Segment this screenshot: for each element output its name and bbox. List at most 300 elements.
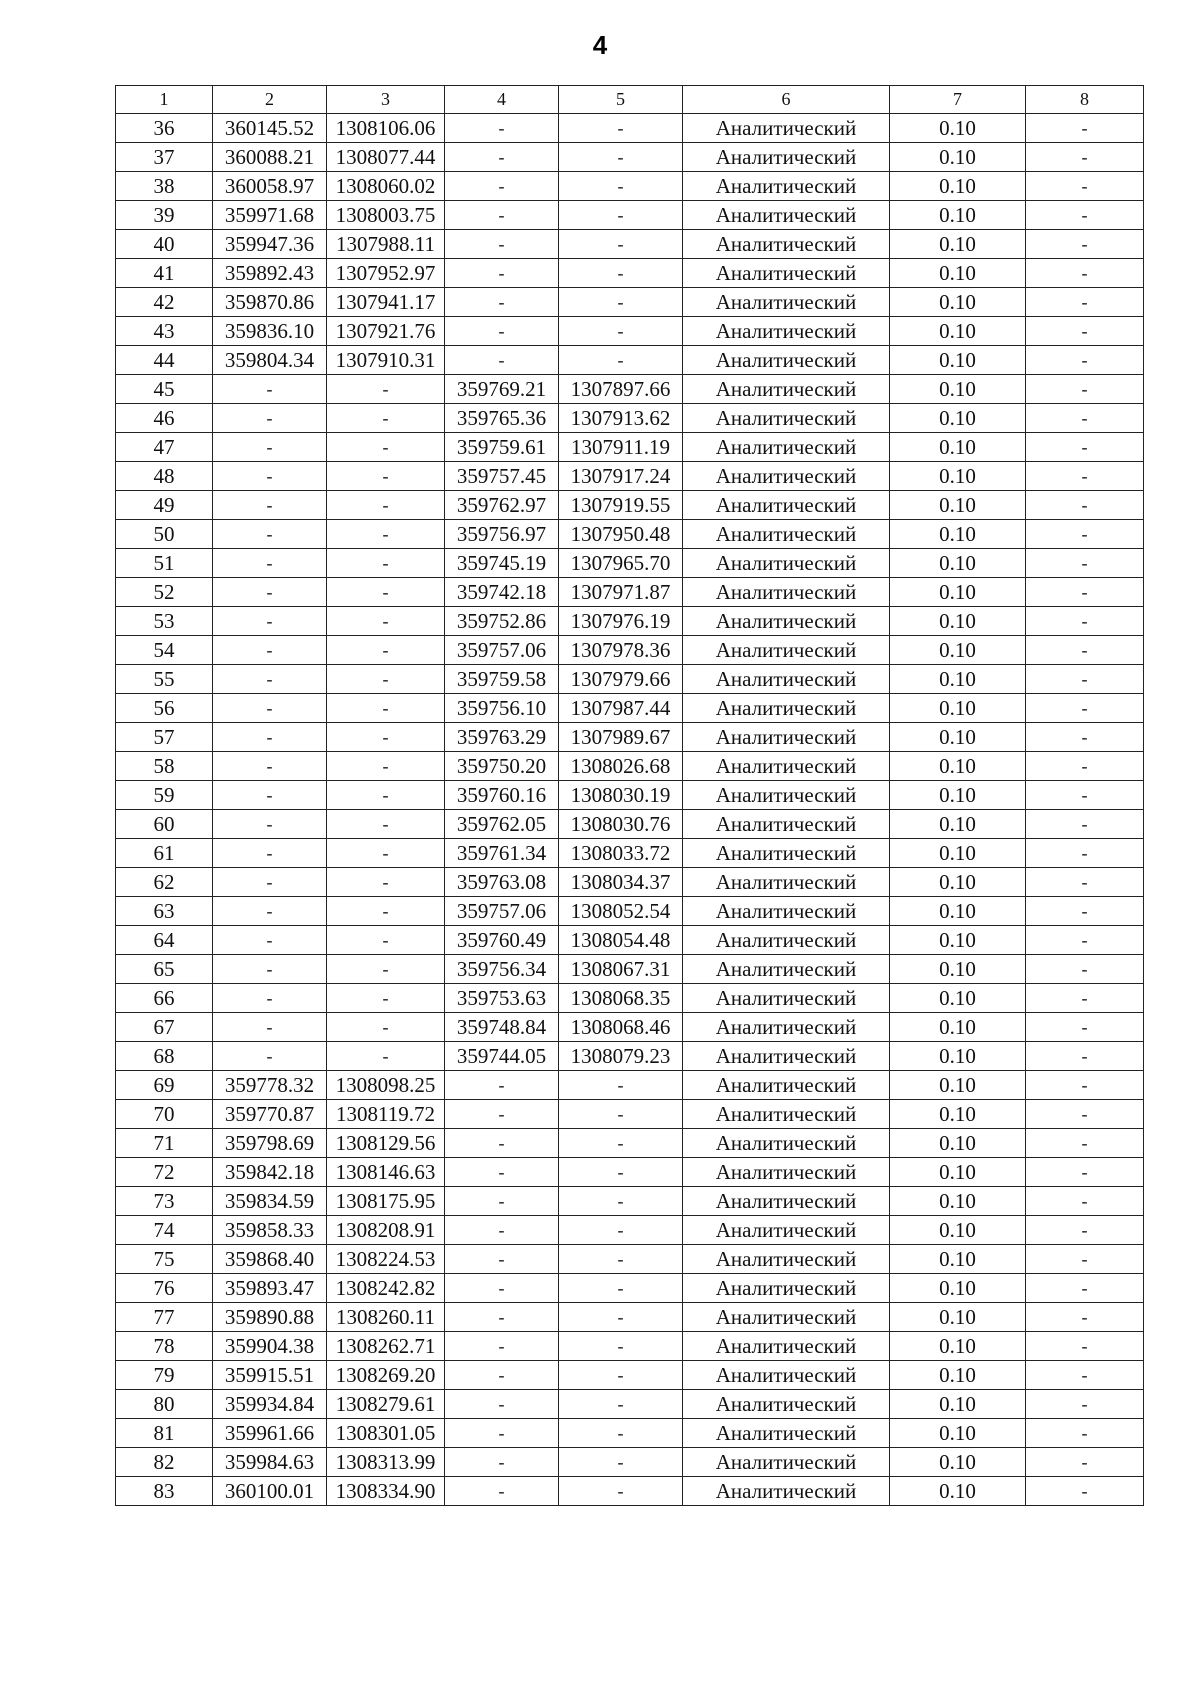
- point-number-cell: 56: [116, 694, 213, 723]
- coordinates-table: [115, 85, 1144, 1506]
- table-row: [116, 694, 1144, 723]
- point-number-cell: 47: [116, 433, 213, 462]
- table-row: [116, 114, 1144, 143]
- point-number-cell: 43: [116, 317, 213, 346]
- table-row: [116, 317, 1144, 346]
- y-coordinate-cell: 1308334.90: [327, 1477, 445, 1506]
- y-new-cell: 1308033.72: [559, 839, 683, 868]
- method-cell: Аналитический: [683, 1477, 890, 1506]
- note-cell: -: [1026, 549, 1144, 578]
- y-coordinate-cell: 1308060.02: [327, 172, 445, 201]
- y-coordinate-cell: -: [327, 723, 445, 752]
- y-coordinate-cell: -: [327, 549, 445, 578]
- point-number-cell: 38: [116, 172, 213, 201]
- accuracy-cell: 0.10: [890, 1187, 1026, 1216]
- y-coordinate-cell: 1307952.97: [327, 259, 445, 288]
- note-cell: -: [1026, 317, 1144, 346]
- note-cell: -: [1026, 1448, 1144, 1477]
- table-row: [116, 1303, 1144, 1332]
- note-cell: -: [1026, 1245, 1144, 1274]
- table-row: [116, 1071, 1144, 1100]
- y-coordinate-cell: 1308077.44: [327, 143, 445, 172]
- table-row: [116, 1332, 1144, 1361]
- note-cell: -: [1026, 1129, 1144, 1158]
- x-coordinate-cell: 359947.36: [213, 230, 327, 259]
- y-new-cell: 1307971.87: [559, 578, 683, 607]
- y-coordinate-cell: -: [327, 404, 445, 433]
- point-number-cell: 41: [116, 259, 213, 288]
- table-row: [116, 955, 1144, 984]
- table-row: [116, 723, 1144, 752]
- table-row: [116, 462, 1144, 491]
- x-new-cell: 359763.29: [445, 723, 559, 752]
- y-new-cell: -: [559, 1100, 683, 1129]
- table-row: [116, 1245, 1144, 1274]
- y-coordinate-cell: -: [327, 926, 445, 955]
- x-coordinate-cell: 359934.84: [213, 1390, 327, 1419]
- accuracy-cell: 0.10: [890, 665, 1026, 694]
- y-new-cell: 1307965.70: [559, 549, 683, 578]
- point-number-cell: 78: [116, 1332, 213, 1361]
- y-new-cell: -: [559, 1274, 683, 1303]
- y-new-cell: -: [559, 288, 683, 317]
- method-cell: Аналитический: [683, 1071, 890, 1100]
- x-coordinate-cell: -: [213, 752, 327, 781]
- accuracy-cell: 0.10: [890, 433, 1026, 462]
- note-cell: -: [1026, 288, 1144, 317]
- table-row: [116, 665, 1144, 694]
- column-header: 6: [683, 86, 890, 114]
- y-coordinate-cell: -: [327, 781, 445, 810]
- x-coordinate-cell: -: [213, 897, 327, 926]
- method-cell: Аналитический: [683, 1216, 890, 1245]
- note-cell: -: [1026, 926, 1144, 955]
- table-row: [116, 1013, 1144, 1042]
- accuracy-cell: 0.10: [890, 955, 1026, 984]
- x-coordinate-cell: -: [213, 955, 327, 984]
- accuracy-cell: 0.10: [890, 1245, 1026, 1274]
- x-new-cell: 359750.20: [445, 752, 559, 781]
- point-number-cell: 42: [116, 288, 213, 317]
- point-number-cell: 39: [116, 201, 213, 230]
- y-coordinate-cell: 1308260.11: [327, 1303, 445, 1332]
- y-new-cell: -: [559, 1361, 683, 1390]
- accuracy-cell: 0.10: [890, 723, 1026, 752]
- accuracy-cell: 0.10: [890, 1071, 1026, 1100]
- accuracy-cell: 0.10: [890, 201, 1026, 230]
- point-number-cell: 40: [116, 230, 213, 259]
- y-coordinate-cell: 1308129.56: [327, 1129, 445, 1158]
- table-row: [116, 1216, 1144, 1245]
- y-new-cell: -: [559, 1129, 683, 1158]
- column-header: 8: [1026, 86, 1144, 114]
- y-new-cell: 1307917.24: [559, 462, 683, 491]
- x-coordinate-cell: 359971.68: [213, 201, 327, 230]
- x-new-cell: 359757.45: [445, 462, 559, 491]
- column-header: 4: [445, 86, 559, 114]
- y-new-cell: 1307950.48: [559, 520, 683, 549]
- x-coordinate-cell: 359836.10: [213, 317, 327, 346]
- point-number-cell: 53: [116, 607, 213, 636]
- x-new-cell: -: [445, 1419, 559, 1448]
- note-cell: -: [1026, 1042, 1144, 1071]
- x-coordinate-cell: -: [213, 375, 327, 404]
- x-new-cell: 359753.63: [445, 984, 559, 1013]
- note-cell: -: [1026, 1187, 1144, 1216]
- accuracy-cell: 0.10: [890, 288, 1026, 317]
- accuracy-cell: 0.10: [890, 1477, 1026, 1506]
- note-cell: -: [1026, 433, 1144, 462]
- y-coordinate-cell: 1308224.53: [327, 1245, 445, 1274]
- table-row: [116, 1448, 1144, 1477]
- note-cell: -: [1026, 1303, 1144, 1332]
- y-coordinate-cell: -: [327, 491, 445, 520]
- method-cell: Аналитический: [683, 868, 890, 897]
- x-coordinate-cell: 359770.87: [213, 1100, 327, 1129]
- point-number-cell: 46: [116, 404, 213, 433]
- note-cell: -: [1026, 143, 1144, 172]
- point-number-cell: 71: [116, 1129, 213, 1158]
- x-coordinate-cell: -: [213, 549, 327, 578]
- accuracy-cell: 0.10: [890, 868, 1026, 897]
- y-new-cell: -: [559, 1245, 683, 1274]
- point-number-cell: 52: [116, 578, 213, 607]
- x-new-cell: 359762.05: [445, 810, 559, 839]
- x-coordinate-cell: 360058.97: [213, 172, 327, 201]
- note-cell: -: [1026, 810, 1144, 839]
- point-number-cell: 81: [116, 1419, 213, 1448]
- point-number-cell: 50: [116, 520, 213, 549]
- y-coordinate-cell: 1308269.20: [327, 1361, 445, 1390]
- table-row: [116, 752, 1144, 781]
- y-new-cell: 1307913.62: [559, 404, 683, 433]
- table-row: [116, 143, 1144, 172]
- x-coordinate-cell: -: [213, 694, 327, 723]
- note-cell: -: [1026, 1100, 1144, 1129]
- point-number-cell: 73: [116, 1187, 213, 1216]
- point-number-cell: 59: [116, 781, 213, 810]
- y-new-cell: -: [559, 143, 683, 172]
- note-cell: -: [1026, 578, 1144, 607]
- method-cell: Аналитический: [683, 694, 890, 723]
- point-number-cell: 64: [116, 926, 213, 955]
- method-cell: Аналитический: [683, 346, 890, 375]
- method-cell: Аналитический: [683, 1361, 890, 1390]
- x-coordinate-cell: -: [213, 607, 327, 636]
- point-number-cell: 45: [116, 375, 213, 404]
- accuracy-cell: 0.10: [890, 462, 1026, 491]
- y-coordinate-cell: 1308279.61: [327, 1390, 445, 1419]
- point-number-cell: 54: [116, 636, 213, 665]
- y-new-cell: 1308030.76: [559, 810, 683, 839]
- y-new-cell: -: [559, 1303, 683, 1332]
- accuracy-cell: 0.10: [890, 520, 1026, 549]
- y-new-cell: -: [559, 1332, 683, 1361]
- table-row: [116, 578, 1144, 607]
- y-coordinate-cell: -: [327, 868, 445, 897]
- y-new-cell: -: [559, 1448, 683, 1477]
- x-new-cell: 359759.58: [445, 665, 559, 694]
- y-new-cell: -: [559, 1187, 683, 1216]
- x-new-cell: -: [445, 1245, 559, 1274]
- method-cell: Аналитический: [683, 926, 890, 955]
- x-coordinate-cell: -: [213, 636, 327, 665]
- y-new-cell: 1307911.19: [559, 433, 683, 462]
- table-row: [116, 1274, 1144, 1303]
- table-row: [116, 491, 1144, 520]
- note-cell: -: [1026, 172, 1144, 201]
- x-new-cell: -: [445, 259, 559, 288]
- method-cell: Аналитический: [683, 1129, 890, 1158]
- y-new-cell: -: [559, 1477, 683, 1506]
- accuracy-cell: 0.10: [890, 1303, 1026, 1332]
- method-cell: Аналитический: [683, 781, 890, 810]
- y-coordinate-cell: -: [327, 665, 445, 694]
- table-row: [116, 201, 1144, 230]
- x-new-cell: 359759.61: [445, 433, 559, 462]
- x-new-cell: 359761.34: [445, 839, 559, 868]
- table-row: [116, 1042, 1144, 1071]
- y-coordinate-cell: -: [327, 1042, 445, 1071]
- method-cell: Аналитический: [683, 810, 890, 839]
- accuracy-cell: 0.10: [890, 607, 1026, 636]
- y-new-cell: 1308067.31: [559, 955, 683, 984]
- accuracy-cell: 0.10: [890, 230, 1026, 259]
- y-new-cell: 1307987.44: [559, 694, 683, 723]
- x-new-cell: -: [445, 114, 559, 143]
- y-coordinate-cell: -: [327, 752, 445, 781]
- y-coordinate-cell: 1307921.76: [327, 317, 445, 346]
- column-header: 5: [559, 86, 683, 114]
- x-new-cell: 359756.10: [445, 694, 559, 723]
- y-coordinate-cell: -: [327, 1013, 445, 1042]
- x-coordinate-cell: 359842.18: [213, 1158, 327, 1187]
- accuracy-cell: 0.10: [890, 1332, 1026, 1361]
- point-number-cell: 74: [116, 1216, 213, 1245]
- x-coordinate-cell: -: [213, 578, 327, 607]
- note-cell: -: [1026, 752, 1144, 781]
- point-number-cell: 55: [116, 665, 213, 694]
- accuracy-cell: 0.10: [890, 1158, 1026, 1187]
- method-cell: Аналитический: [683, 143, 890, 172]
- method-cell: Аналитический: [683, 665, 890, 694]
- y-coordinate-cell: 1307988.11: [327, 230, 445, 259]
- x-new-cell: -: [445, 346, 559, 375]
- x-coordinate-cell: 359834.59: [213, 1187, 327, 1216]
- x-coordinate-cell: 359858.33: [213, 1216, 327, 1245]
- note-cell: -: [1026, 375, 1144, 404]
- x-new-cell: 359756.97: [445, 520, 559, 549]
- accuracy-cell: 0.10: [890, 1361, 1026, 1390]
- x-coordinate-cell: 359904.38: [213, 1332, 327, 1361]
- accuracy-cell: 0.10: [890, 839, 1026, 868]
- x-coordinate-cell: -: [213, 926, 327, 955]
- accuracy-cell: 0.10: [890, 1274, 1026, 1303]
- x-coordinate-cell: 359870.86: [213, 288, 327, 317]
- point-number-cell: 82: [116, 1448, 213, 1477]
- accuracy-cell: 0.10: [890, 114, 1026, 143]
- y-coordinate-cell: 1308313.99: [327, 1448, 445, 1477]
- x-coordinate-cell: 359798.69: [213, 1129, 327, 1158]
- method-cell: Аналитический: [683, 230, 890, 259]
- y-new-cell: -: [559, 230, 683, 259]
- accuracy-cell: 0.10: [890, 810, 1026, 839]
- point-number-cell: 76: [116, 1274, 213, 1303]
- y-new-cell: -: [559, 1390, 683, 1419]
- x-new-cell: -: [445, 1100, 559, 1129]
- x-new-cell: -: [445, 1303, 559, 1332]
- note-cell: -: [1026, 1216, 1144, 1245]
- method-cell: Аналитический: [683, 636, 890, 665]
- note-cell: -: [1026, 984, 1144, 1013]
- method-cell: Аналитический: [683, 259, 890, 288]
- table-row: [116, 1477, 1144, 1506]
- accuracy-cell: 0.10: [890, 1042, 1026, 1071]
- x-coordinate-cell: -: [213, 781, 327, 810]
- x-new-cell: -: [445, 1187, 559, 1216]
- note-cell: -: [1026, 114, 1144, 143]
- accuracy-cell: 0.10: [890, 143, 1026, 172]
- y-new-cell: 1307989.67: [559, 723, 683, 752]
- x-new-cell: -: [445, 317, 559, 346]
- x-new-cell: 359748.84: [445, 1013, 559, 1042]
- method-cell: Аналитический: [683, 955, 890, 984]
- y-coordinate-cell: 1308106.06: [327, 114, 445, 143]
- y-new-cell: 1307976.19: [559, 607, 683, 636]
- x-new-cell: 359769.21: [445, 375, 559, 404]
- point-number-cell: 62: [116, 868, 213, 897]
- accuracy-cell: 0.10: [890, 346, 1026, 375]
- note-cell: -: [1026, 1274, 1144, 1303]
- table-row: [116, 926, 1144, 955]
- x-new-cell: 359756.34: [445, 955, 559, 984]
- accuracy-cell: 0.10: [890, 317, 1026, 346]
- accuracy-cell: 0.10: [890, 897, 1026, 926]
- x-coordinate-cell: -: [213, 868, 327, 897]
- table-row: [116, 375, 1144, 404]
- note-cell: -: [1026, 1013, 1144, 1042]
- y-coordinate-cell: -: [327, 607, 445, 636]
- method-cell: Аналитический: [683, 520, 890, 549]
- y-coordinate-cell: 1308301.05: [327, 1419, 445, 1448]
- method-cell: Аналитический: [683, 1419, 890, 1448]
- y-coordinate-cell: -: [327, 984, 445, 1013]
- method-cell: Аналитический: [683, 839, 890, 868]
- x-coordinate-cell: -: [213, 433, 327, 462]
- y-new-cell: -: [559, 172, 683, 201]
- table-row: [116, 230, 1144, 259]
- y-new-cell: -: [559, 1071, 683, 1100]
- y-new-cell: 1307919.55: [559, 491, 683, 520]
- y-coordinate-cell: -: [327, 897, 445, 926]
- y-coordinate-cell: 1308262.71: [327, 1332, 445, 1361]
- column-header: 1: [116, 86, 213, 114]
- note-cell: -: [1026, 520, 1144, 549]
- x-coordinate-cell: 360100.01: [213, 1477, 327, 1506]
- y-coordinate-cell: 1307910.31: [327, 346, 445, 375]
- x-coordinate-cell: -: [213, 984, 327, 1013]
- note-cell: -: [1026, 1419, 1144, 1448]
- table-row: [116, 520, 1144, 549]
- x-coordinate-cell: 359868.40: [213, 1245, 327, 1274]
- x-new-cell: 359765.36: [445, 404, 559, 433]
- y-new-cell: 1308068.35: [559, 984, 683, 1013]
- x-coordinate-cell: -: [213, 462, 327, 491]
- method-cell: Аналитический: [683, 1245, 890, 1274]
- header-row: [116, 86, 1144, 114]
- table-row: [116, 1100, 1144, 1129]
- note-cell: -: [1026, 462, 1144, 491]
- accuracy-cell: 0.10: [890, 1100, 1026, 1129]
- method-cell: Аналитический: [683, 462, 890, 491]
- note-cell: -: [1026, 607, 1144, 636]
- note-cell: -: [1026, 1071, 1144, 1100]
- accuracy-cell: 0.10: [890, 752, 1026, 781]
- method-cell: Аналитический: [683, 1158, 890, 1187]
- note-cell: -: [1026, 1158, 1144, 1187]
- x-new-cell: -: [445, 1129, 559, 1158]
- method-cell: Аналитический: [683, 404, 890, 433]
- method-cell: Аналитический: [683, 317, 890, 346]
- point-number-cell: 80: [116, 1390, 213, 1419]
- point-number-cell: 51: [116, 549, 213, 578]
- point-number-cell: 58: [116, 752, 213, 781]
- y-coordinate-cell: -: [327, 578, 445, 607]
- point-number-cell: 83: [116, 1477, 213, 1506]
- y-new-cell: 1308026.68: [559, 752, 683, 781]
- x-coordinate-cell: 359890.88: [213, 1303, 327, 1332]
- x-coordinate-cell: 359961.66: [213, 1419, 327, 1448]
- point-number-cell: 48: [116, 462, 213, 491]
- table-row: [116, 984, 1144, 1013]
- x-new-cell: 359760.16: [445, 781, 559, 810]
- x-new-cell: -: [445, 201, 559, 230]
- y-coordinate-cell: -: [327, 520, 445, 549]
- method-cell: Аналитический: [683, 1013, 890, 1042]
- method-cell: Аналитический: [683, 375, 890, 404]
- method-cell: Аналитический: [683, 288, 890, 317]
- point-number-cell: 36: [116, 114, 213, 143]
- y-coordinate-cell: 1308098.25: [327, 1071, 445, 1100]
- x-new-cell: 359757.06: [445, 897, 559, 926]
- point-number-cell: 66: [116, 984, 213, 1013]
- point-number-cell: 61: [116, 839, 213, 868]
- table-row: [116, 897, 1144, 926]
- y-coordinate-cell: -: [327, 839, 445, 868]
- note-cell: -: [1026, 346, 1144, 375]
- note-cell: -: [1026, 1477, 1144, 1506]
- accuracy-cell: 0.10: [890, 781, 1026, 810]
- x-new-cell: -: [445, 1216, 559, 1245]
- method-cell: Аналитический: [683, 172, 890, 201]
- method-cell: Аналитический: [683, 491, 890, 520]
- x-new-cell: -: [445, 1477, 559, 1506]
- note-cell: -: [1026, 491, 1144, 520]
- table-row: [116, 1390, 1144, 1419]
- accuracy-cell: 0.10: [890, 1448, 1026, 1477]
- point-number-cell: 49: [116, 491, 213, 520]
- x-new-cell: -: [445, 172, 559, 201]
- method-cell: Аналитический: [683, 114, 890, 143]
- x-new-cell: 359744.05: [445, 1042, 559, 1071]
- method-cell: Аналитический: [683, 1100, 890, 1129]
- accuracy-cell: 0.10: [890, 1390, 1026, 1419]
- method-cell: Аналитический: [683, 897, 890, 926]
- x-new-cell: -: [445, 230, 559, 259]
- y-new-cell: -: [559, 346, 683, 375]
- note-cell: -: [1026, 1332, 1144, 1361]
- x-new-cell: 359745.19: [445, 549, 559, 578]
